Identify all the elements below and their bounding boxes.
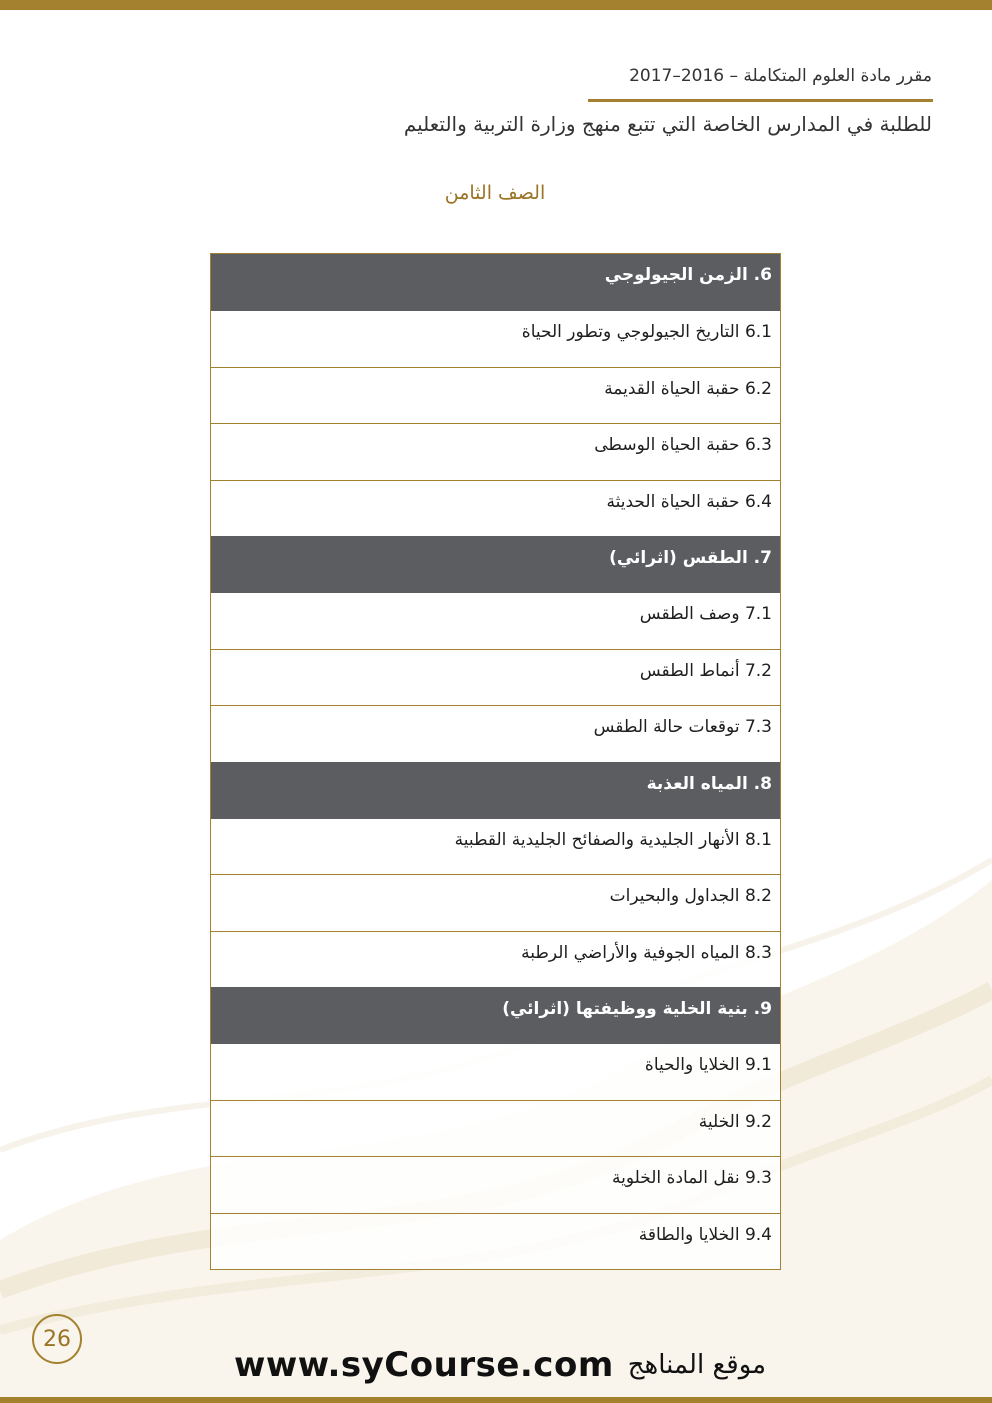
page-number-badge xyxy=(32,1314,82,1364)
table-of-contents xyxy=(210,253,781,1270)
toc-lesson-row xyxy=(211,705,780,761)
footer-site-name: موقع المناهج xyxy=(627,1350,767,1380)
toc-row-label: 9.2 الخلية xyxy=(698,1111,772,1132)
toc-row-label: 7.2 أنماط الطقس xyxy=(639,660,772,681)
toc-row-label: 9.1 الخلايا والحياة xyxy=(644,1055,772,1076)
toc-unit-row xyxy=(211,987,780,1043)
page-number: 26 xyxy=(43,1326,71,1352)
toc-row-label: 6.4 حقبة الحياة الحديثة xyxy=(606,491,772,512)
toc-row-label: 6. الزمن الجيولوجي xyxy=(604,265,772,285)
toc-row-label: 9. بنية الخلية ووظيفتها (اثرائي) xyxy=(502,999,772,1020)
toc-row-label: 8. المياه العذبة xyxy=(646,773,772,794)
toc-row-label: 8.1 الأنهار الجليدية والصفائح الجليدية القطبية xyxy=(454,829,772,850)
toc-unit-row xyxy=(211,762,780,818)
toc-lesson-row xyxy=(211,592,780,648)
toc-lesson-row xyxy=(211,931,780,987)
toc-row-label: 8.2 الجداول والبحيرات xyxy=(609,886,772,907)
toc-row-label: 7. الطقس (اثرائي) xyxy=(609,547,772,568)
toc-lesson-row xyxy=(211,649,780,705)
toc-unit-row xyxy=(211,536,780,592)
toc-row-label: 9.3 نقل المادة الخلوية xyxy=(612,1168,772,1189)
toc-lesson-row xyxy=(211,818,780,874)
footer-watermark xyxy=(220,1340,780,1390)
footer-url: www.syCourse.com xyxy=(233,1345,614,1385)
toc-lesson-row xyxy=(211,1043,780,1099)
grade-title: الصف الثامن xyxy=(444,182,546,204)
toc-row-label: 6.3 حقبة الحياة الوسطى xyxy=(594,435,772,456)
audience-subtitle: للطلبة في المدارس الخاصة التي تتبع منهج وزارة التربية والتعليم xyxy=(403,112,932,136)
toc-row-label: 8.3 المياه الجوفية والأراضي الرطبة xyxy=(521,942,772,963)
toc-lesson-row xyxy=(211,1213,780,1269)
bottom-accent-bar xyxy=(0,1397,992,1403)
toc-row-label: 9.4 الخلايا والطاقة xyxy=(638,1224,772,1245)
toc-row-label: 6.1 التاريخ الجيولوجي وتطور الحياة xyxy=(521,322,772,343)
toc-lesson-row xyxy=(211,367,780,423)
toc-row-label: 6.2 حقبة الحياة القديمة xyxy=(604,378,772,399)
toc-lesson-row xyxy=(211,1156,780,1212)
toc-lesson-row xyxy=(211,423,780,479)
toc-lesson-row xyxy=(211,1100,780,1156)
toc-row-label: 7.3 توقعات حالة الطقس xyxy=(593,717,772,738)
toc-row-label: 7.1 وصف الطقس xyxy=(639,604,772,625)
toc-unit-row xyxy=(211,254,780,310)
toc-lesson-row xyxy=(211,874,780,930)
header-divider xyxy=(588,99,933,102)
toc-lesson-row xyxy=(211,480,780,536)
top-accent-bar xyxy=(0,0,992,10)
course-title: مقرر مادة العلوم المتكاملة – 2016–2017 xyxy=(629,66,932,86)
toc-lesson-row xyxy=(211,310,780,366)
